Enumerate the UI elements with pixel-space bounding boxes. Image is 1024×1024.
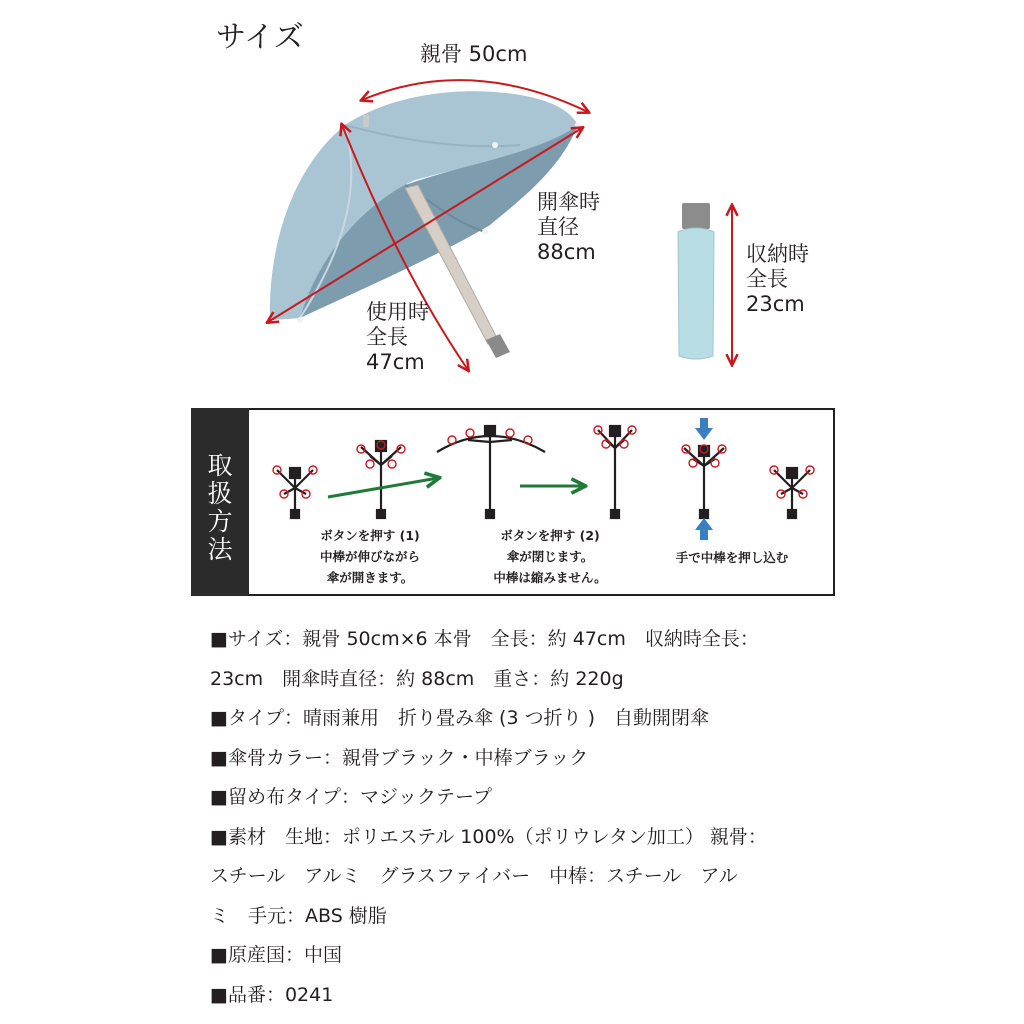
howto-title: 取 扱 方 法 [207,451,233,564]
step3-caption: 手で中棒を押し込む [675,550,789,565]
rib-length-label: 親骨 50cm [420,42,528,66]
step2-caption: ボタンを押す (2) 傘が閉じます。 中棒は縮みません。 [493,528,607,585]
spec-line: ■留め布タイプ：マジックテープ [210,786,493,808]
spec-line: ■品番：0241 [210,983,334,1006]
open-diameter-label: 開傘時 直径 88cm [537,190,600,264]
spec-line: 23cm 開傘時直径：約 88cm 重さ：約 220g [210,667,624,690]
spec-line: ■タイプ：晴雨兼用 折り畳み傘 (3 つ折り ) 自動開閉傘 [210,707,710,729]
spec-line: ■原産国：中国 [210,944,342,966]
step-final-icon [770,466,814,518]
step-closed-extended-icon [594,426,636,518]
spec-line: ■素材 生地：ポリエステル 100%（ポリウレタン加工） 親骨： [210,825,767,848]
step-push-in-icon [682,445,726,518]
spec-line: ミ 手元：ABS 樹脂 [210,904,387,927]
push-down-arrow-icon [695,418,713,440]
step-arrow-1 [328,478,438,497]
step-closed-short-icon [273,466,317,518]
spec-line: ■傘骨カラー：親骨ブラック・中棒ブラック [210,746,589,769]
length-in-use-label: 使用時 全長 47cm [366,300,429,374]
step-open-icon [437,425,545,518]
folded-length-label: 収納時 全長 23cm [746,242,809,316]
spec-line: ■サイズ：親骨 50cm×6 本骨 全長：約 47cm 収納時全長： [210,628,759,650]
folded-umbrella-illustration [678,203,714,359]
push-up-arrow-icon [695,518,713,540]
step-extended-icon [357,441,405,518]
step1-caption: ボタンを押す (1) 中棒が伸びながら 傘が開きます。 [319,528,420,585]
spec-line: スチール アルミ グラスファイバー 中棒：スチール アル [210,865,738,887]
spec-list [210,620,830,1015]
page-title: サイズ [216,20,304,55]
